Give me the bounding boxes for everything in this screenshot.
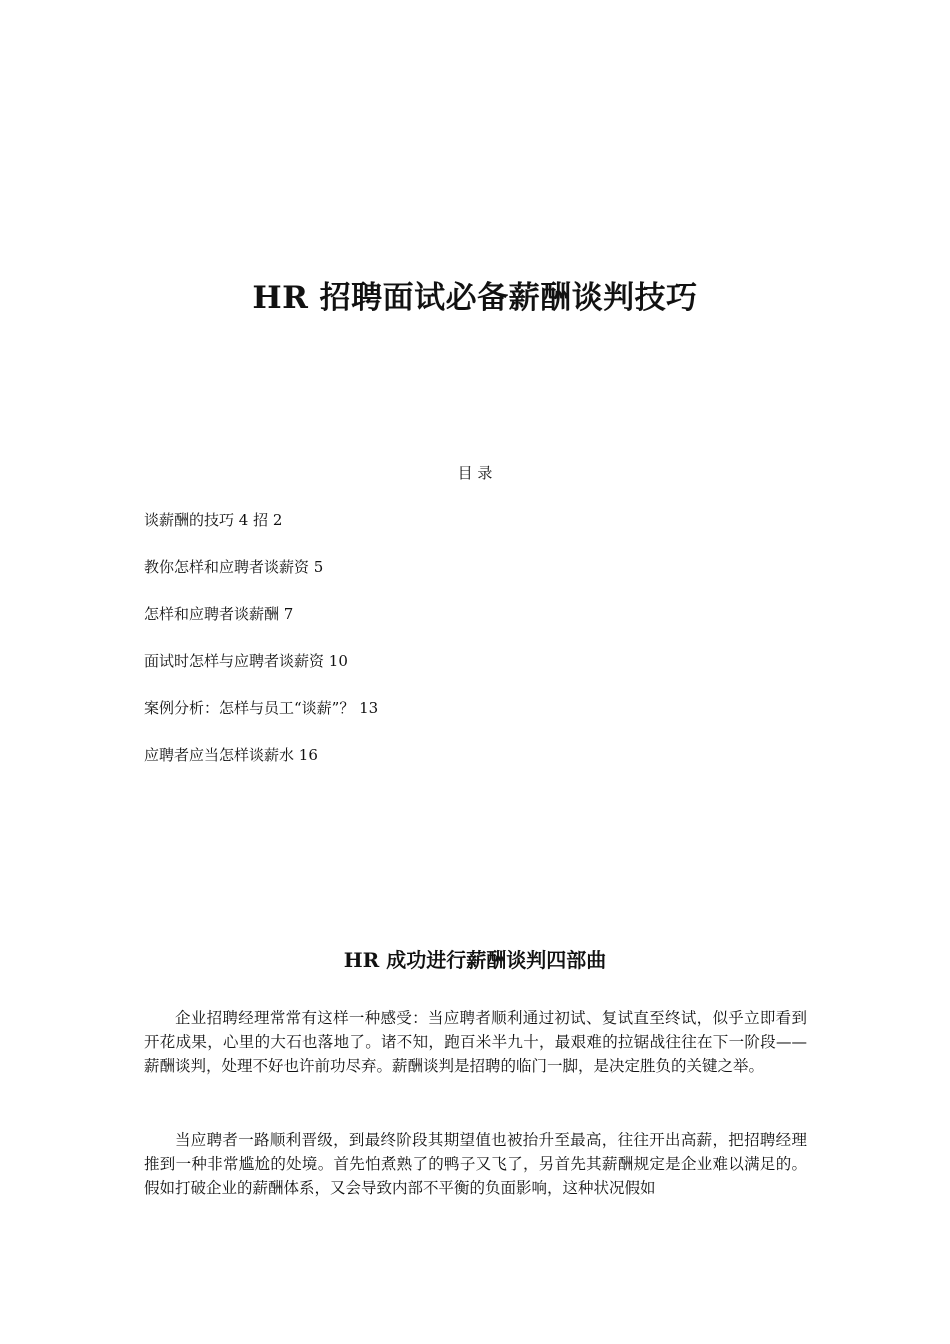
toc-item[interactable]: 面试时怎样与应聘者谈薪资 10: [144, 652, 348, 670]
body-paragraph: 当应聘者一路顺利晋级，到最终阶段其期望值也被抬升至最高，往往开出高薪，把招聘经理推到一种非常尴尬的处境。首先怕煮熟了的鸭子又飞了，另首先其薪酬规定是企业难以满足的。假如打破企业的薪酬体系，又会导致内部不平衡的负面影响，这种状况假如: [144, 1131, 807, 1197]
table-of-contents: [144, 510, 378, 792]
toc-item[interactable]: 谈薪酬的技巧 4 招 2: [144, 511, 283, 529]
toc-item[interactable]: 教你怎样和应聘者谈薪资 5: [144, 558, 324, 576]
toc-item[interactable]: 案例分析：怎样与员工“谈薪”？ 13: [144, 699, 379, 717]
document-title: HR 招聘面试必备薪酬谈判技巧: [252, 280, 698, 316]
toc-item[interactable]: 怎样和应聘者谈薪酬 7: [144, 605, 294, 623]
toc-item[interactable]: 应聘者应当怎样谈薪水 16: [144, 746, 318, 764]
section-title: HR 成功进行薪酬谈判四部曲: [343, 948, 607, 972]
toc-heading: 目 录: [457, 464, 493, 482]
body-paragraph: 企业招聘经理常常有这样一种感受：当应聘者顺利通过初试、复试直至终试，似乎立即看到开花成果，心里的大石也落地了。诸不知，跑百米半九十，最艰难的拉锯战往往在下一阶段——薪酬谈判，处理不好也许前功尽弃。薪酬谈判是招聘的临门一脚，是决定胜负的关键之举。: [144, 1009, 807, 1075]
